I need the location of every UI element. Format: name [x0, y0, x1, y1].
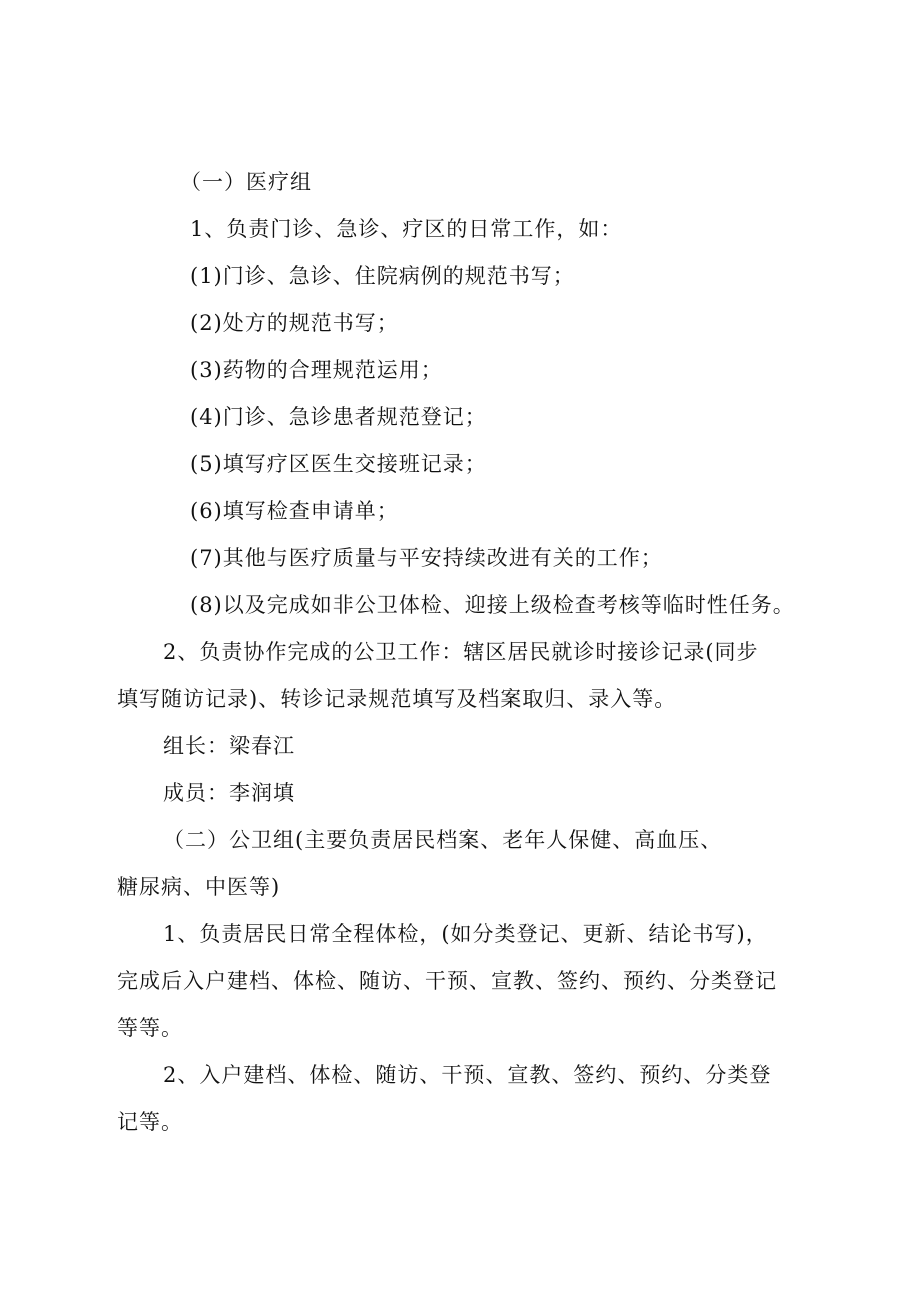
list-item: (1)门诊、急诊、住院病例的规范书写；	[190, 264, 575, 288]
list-item: (8)以及完成如非公卫体检、迎接上级检查考核等临时性任务。	[190, 593, 795, 617]
paragraph-line: 等等。	[117, 1016, 183, 1040]
list-item: (4)门诊、急诊患者规范登记；	[190, 405, 487, 429]
list-item: (2)处方的规范书写；	[190, 311, 399, 335]
list-item: (6)填写检查申请单；	[190, 499, 399, 523]
paragraph-line: 2、入户建档、体检、随访、干预、宣教、签约、预约、分类登	[163, 1063, 772, 1087]
paragraph-line: 糖尿病、中医等)	[117, 875, 281, 899]
paragraph-line: 完成后入户建档、体检、随访、干预、宣教、签约、预约、分类登记	[117, 969, 777, 993]
group-leader: 组长：梁春江	[163, 734, 295, 758]
paragraph-line: 1、负责居民日常全程体检，(如分类登记、更新、结论书写)，	[163, 922, 768, 946]
paragraph-line: 2、负责协作完成的公卫工作：辖区居民就诊时接诊记录(同步	[163, 640, 759, 664]
paragraph-line: 记等。	[117, 1110, 183, 1134]
group-members: 成员：李润填	[163, 781, 295, 805]
list-item: (5)填写疗区医生交接班记录；	[190, 452, 487, 476]
list-item: (3)药物的合理规范运用；	[190, 358, 443, 382]
paragraph-line: 填写随访记录)、转诊记录规范填写及档案取归、录入等。	[117, 687, 677, 711]
list-item: (7)其他与医疗质量与平安持续改进有关的工作；	[190, 546, 663, 570]
section-heading-public-health: （二）公卫组(主要负责居民档案、老年人保健、高血压、	[163, 828, 723, 852]
paragraph-line: 1、负责门诊、急诊、疗区的日常工作，如：	[190, 217, 623, 241]
section-heading-medical: （一）医疗组	[180, 170, 312, 194]
